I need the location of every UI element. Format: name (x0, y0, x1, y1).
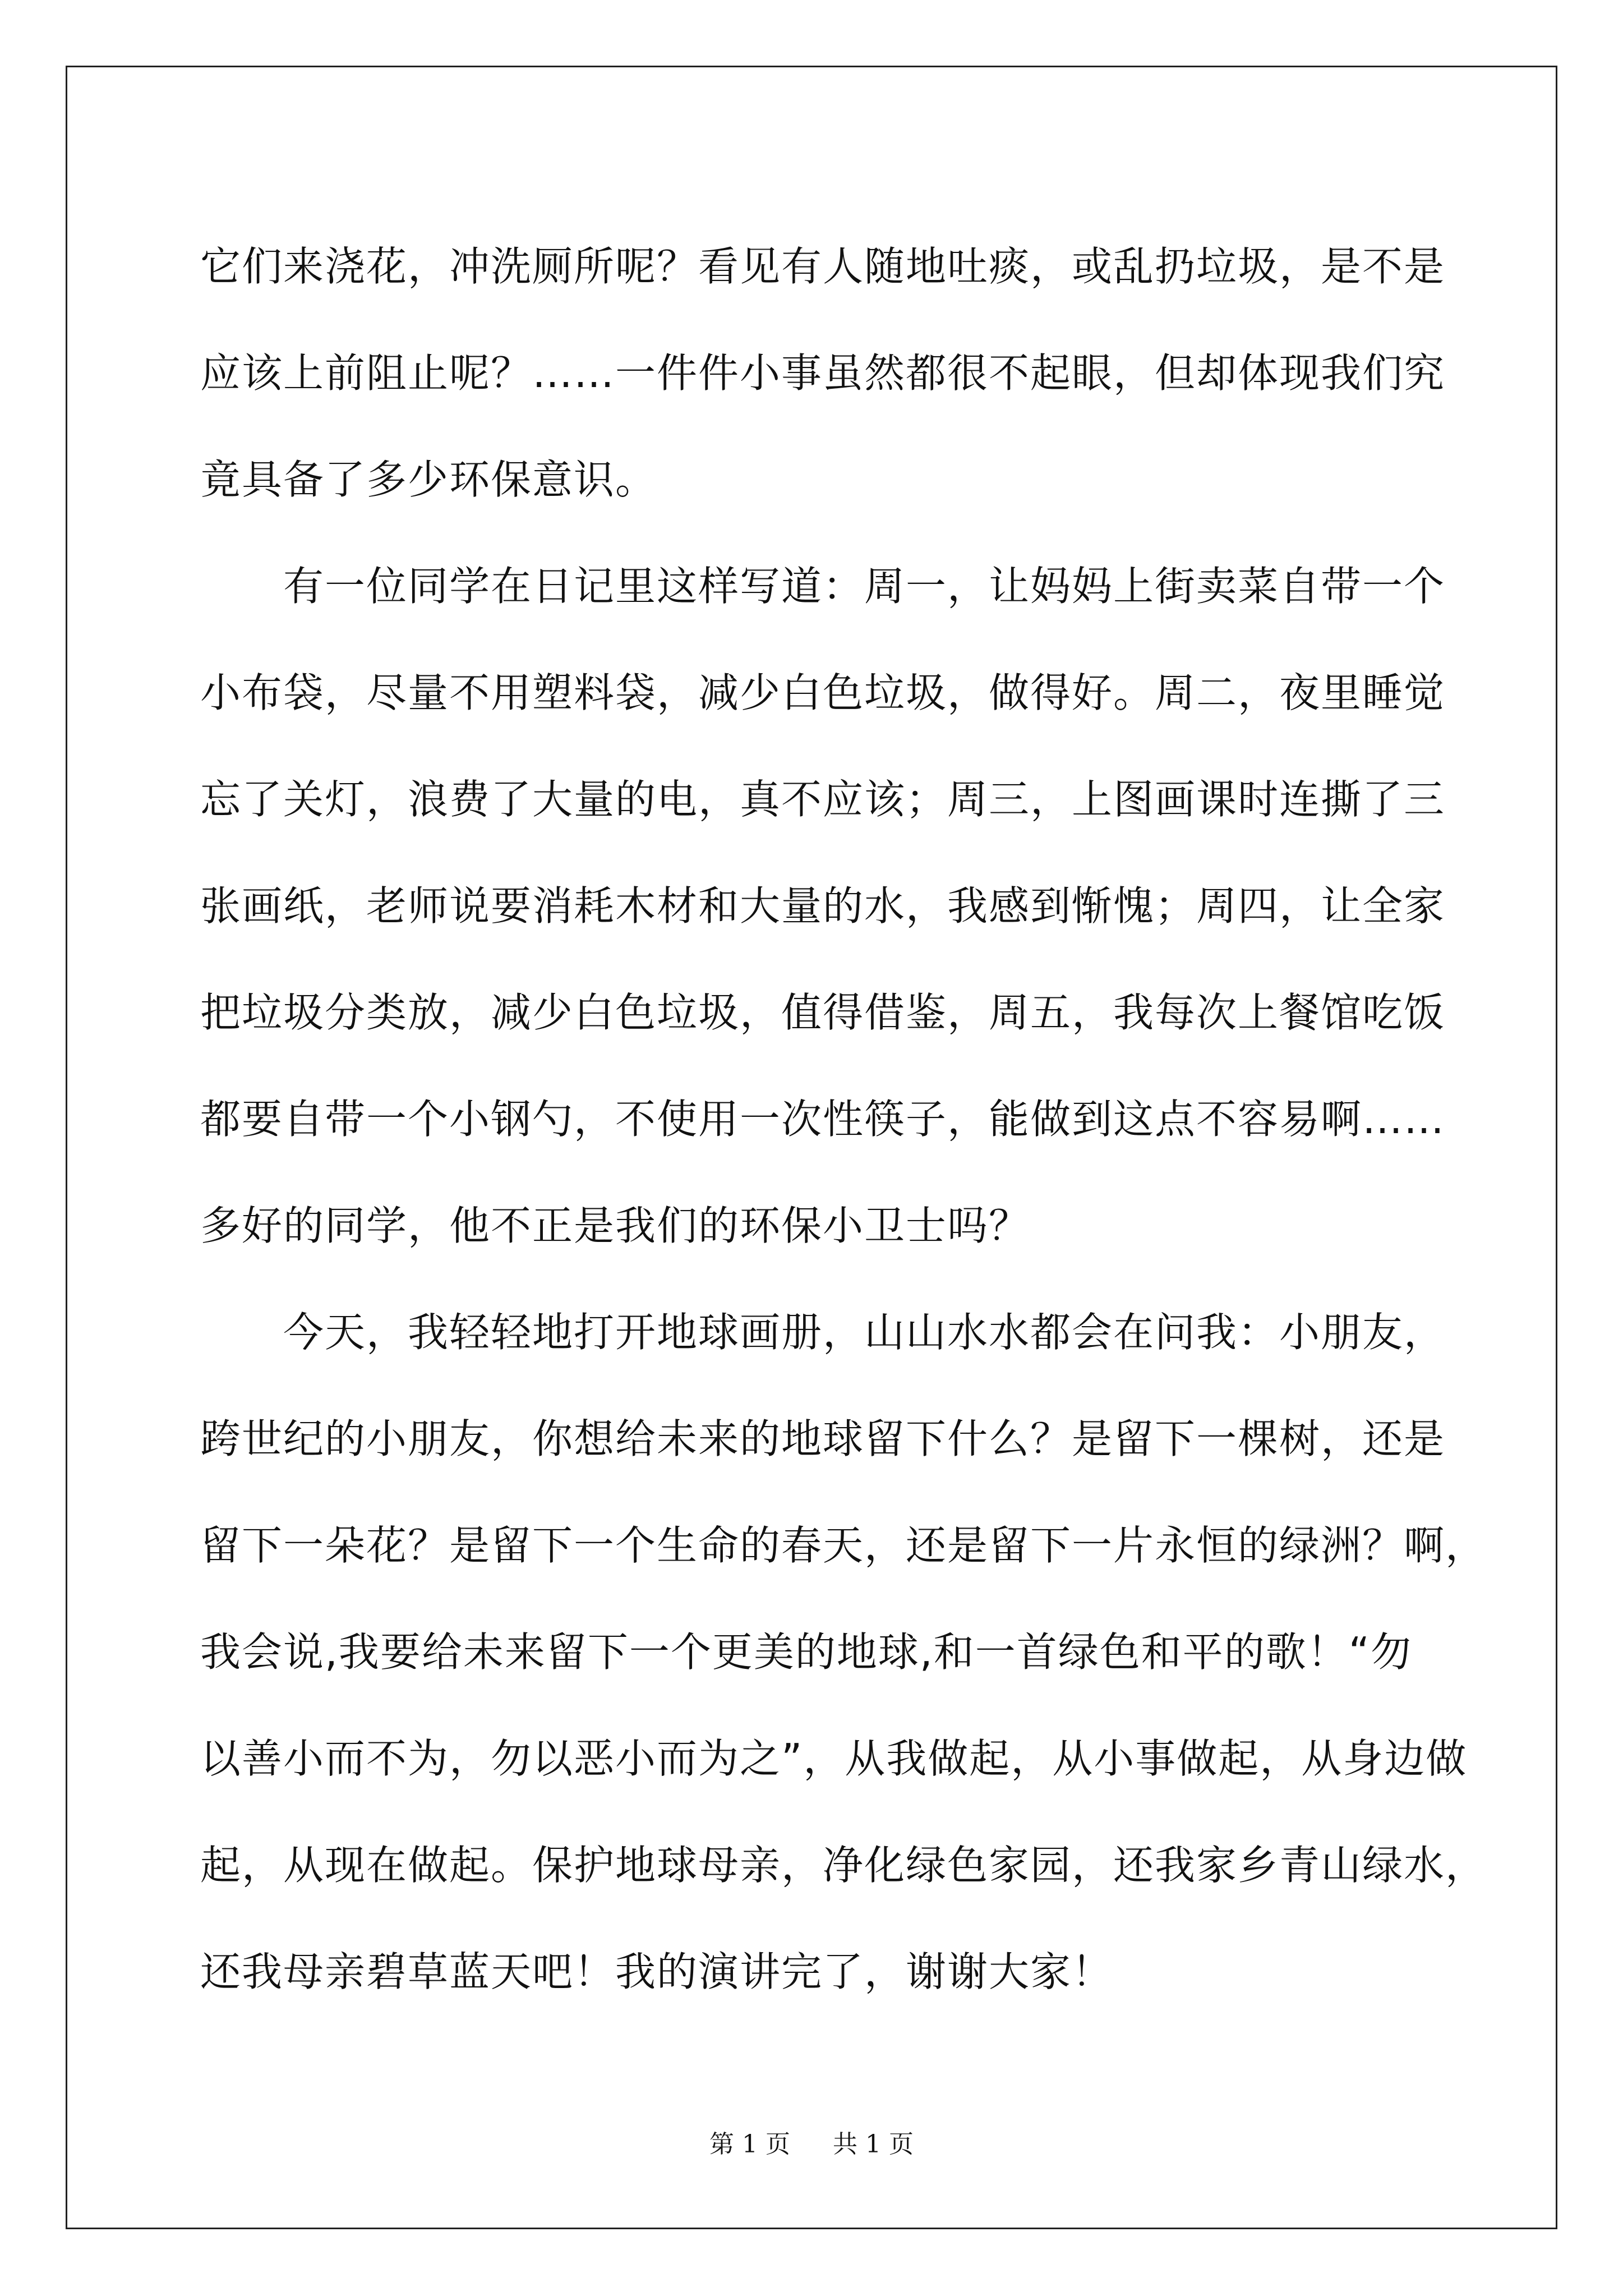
text-line: 多好的同学，他不正是我们的环保小卫士吗？ (200, 1202, 1031, 1249)
text-line: 留下一朵花？是留下一个生命的春天，还是留下一片永恒的绿洲？啊， (200, 1522, 1487, 1569)
text-line: 跨世纪的小朋友，你想给未来的地球留下什么？是留下一棵树，还是 (200, 1415, 1446, 1462)
text-line: 张画纸，老师说要消耗木材和大量的水，我感到惭愧；周四，让全家 (200, 882, 1446, 930)
text-line: 起，从现在做起。保护地球母亲，净化绿色家园，还我家乡青山绿水， (200, 1842, 1487, 1889)
page-footer (0, 2124, 1623, 2160)
text-line: 忘了关灯，浪费了大量的电，真不应该；周三，上图画课时连撕了三 (200, 776, 1446, 823)
page-total: 共 1 页 (833, 2130, 914, 2159)
paragraph (200, 213, 1446, 533)
document-body (200, 213, 1487, 2025)
text-line: 小布袋，尽量不用塑料袋，减少白色垃圾，做得好。周二，夜里睡觉 (200, 669, 1446, 716)
paragraph (200, 1279, 1487, 2025)
text-line: 它们来浇花，冲洗厕所呢？看见有人随地吐痰，或乱扔垃圾，是不是 (200, 243, 1446, 290)
text-line: 还我母亲碧草蓝天吧！我的演讲完了，谢谢大家！ (200, 1948, 1114, 1995)
text-line: 都要自带一个小钢勺，不使用一次性筷子，能做到这点不容易啊…… (200, 1096, 1446, 1143)
page-number: 第 1 页 (709, 2130, 790, 2159)
text-line: 有一位同学在日记里这样写道：周一，让妈妈上街卖菜自带一个 (283, 563, 1446, 610)
text-line: 应该上前阻止呢？……一件件小事虽然都很不起眼，但却体现我们究 (200, 349, 1446, 397)
text-line: 竟具备了多少环保意识。 (200, 456, 657, 503)
paragraph (200, 533, 1446, 1279)
text-line: 把垃圾分类放，减少白色垃圾，值得借鉴，周五，我每次上餐馆吃饭 (200, 989, 1446, 1036)
text-line: 以善小而不为，勿以恶小而为之”，从我做起，从小事做起，从身边做 (200, 1735, 1468, 1782)
text-line: 今天，我轻轻地打开地球画册，山山水水都会在问我：小朋友， (283, 1309, 1446, 1356)
text-line: 我会说,我要给未来留下一个更美的地球,和一首绿色和平的歌！“勿 (200, 1628, 1413, 1676)
